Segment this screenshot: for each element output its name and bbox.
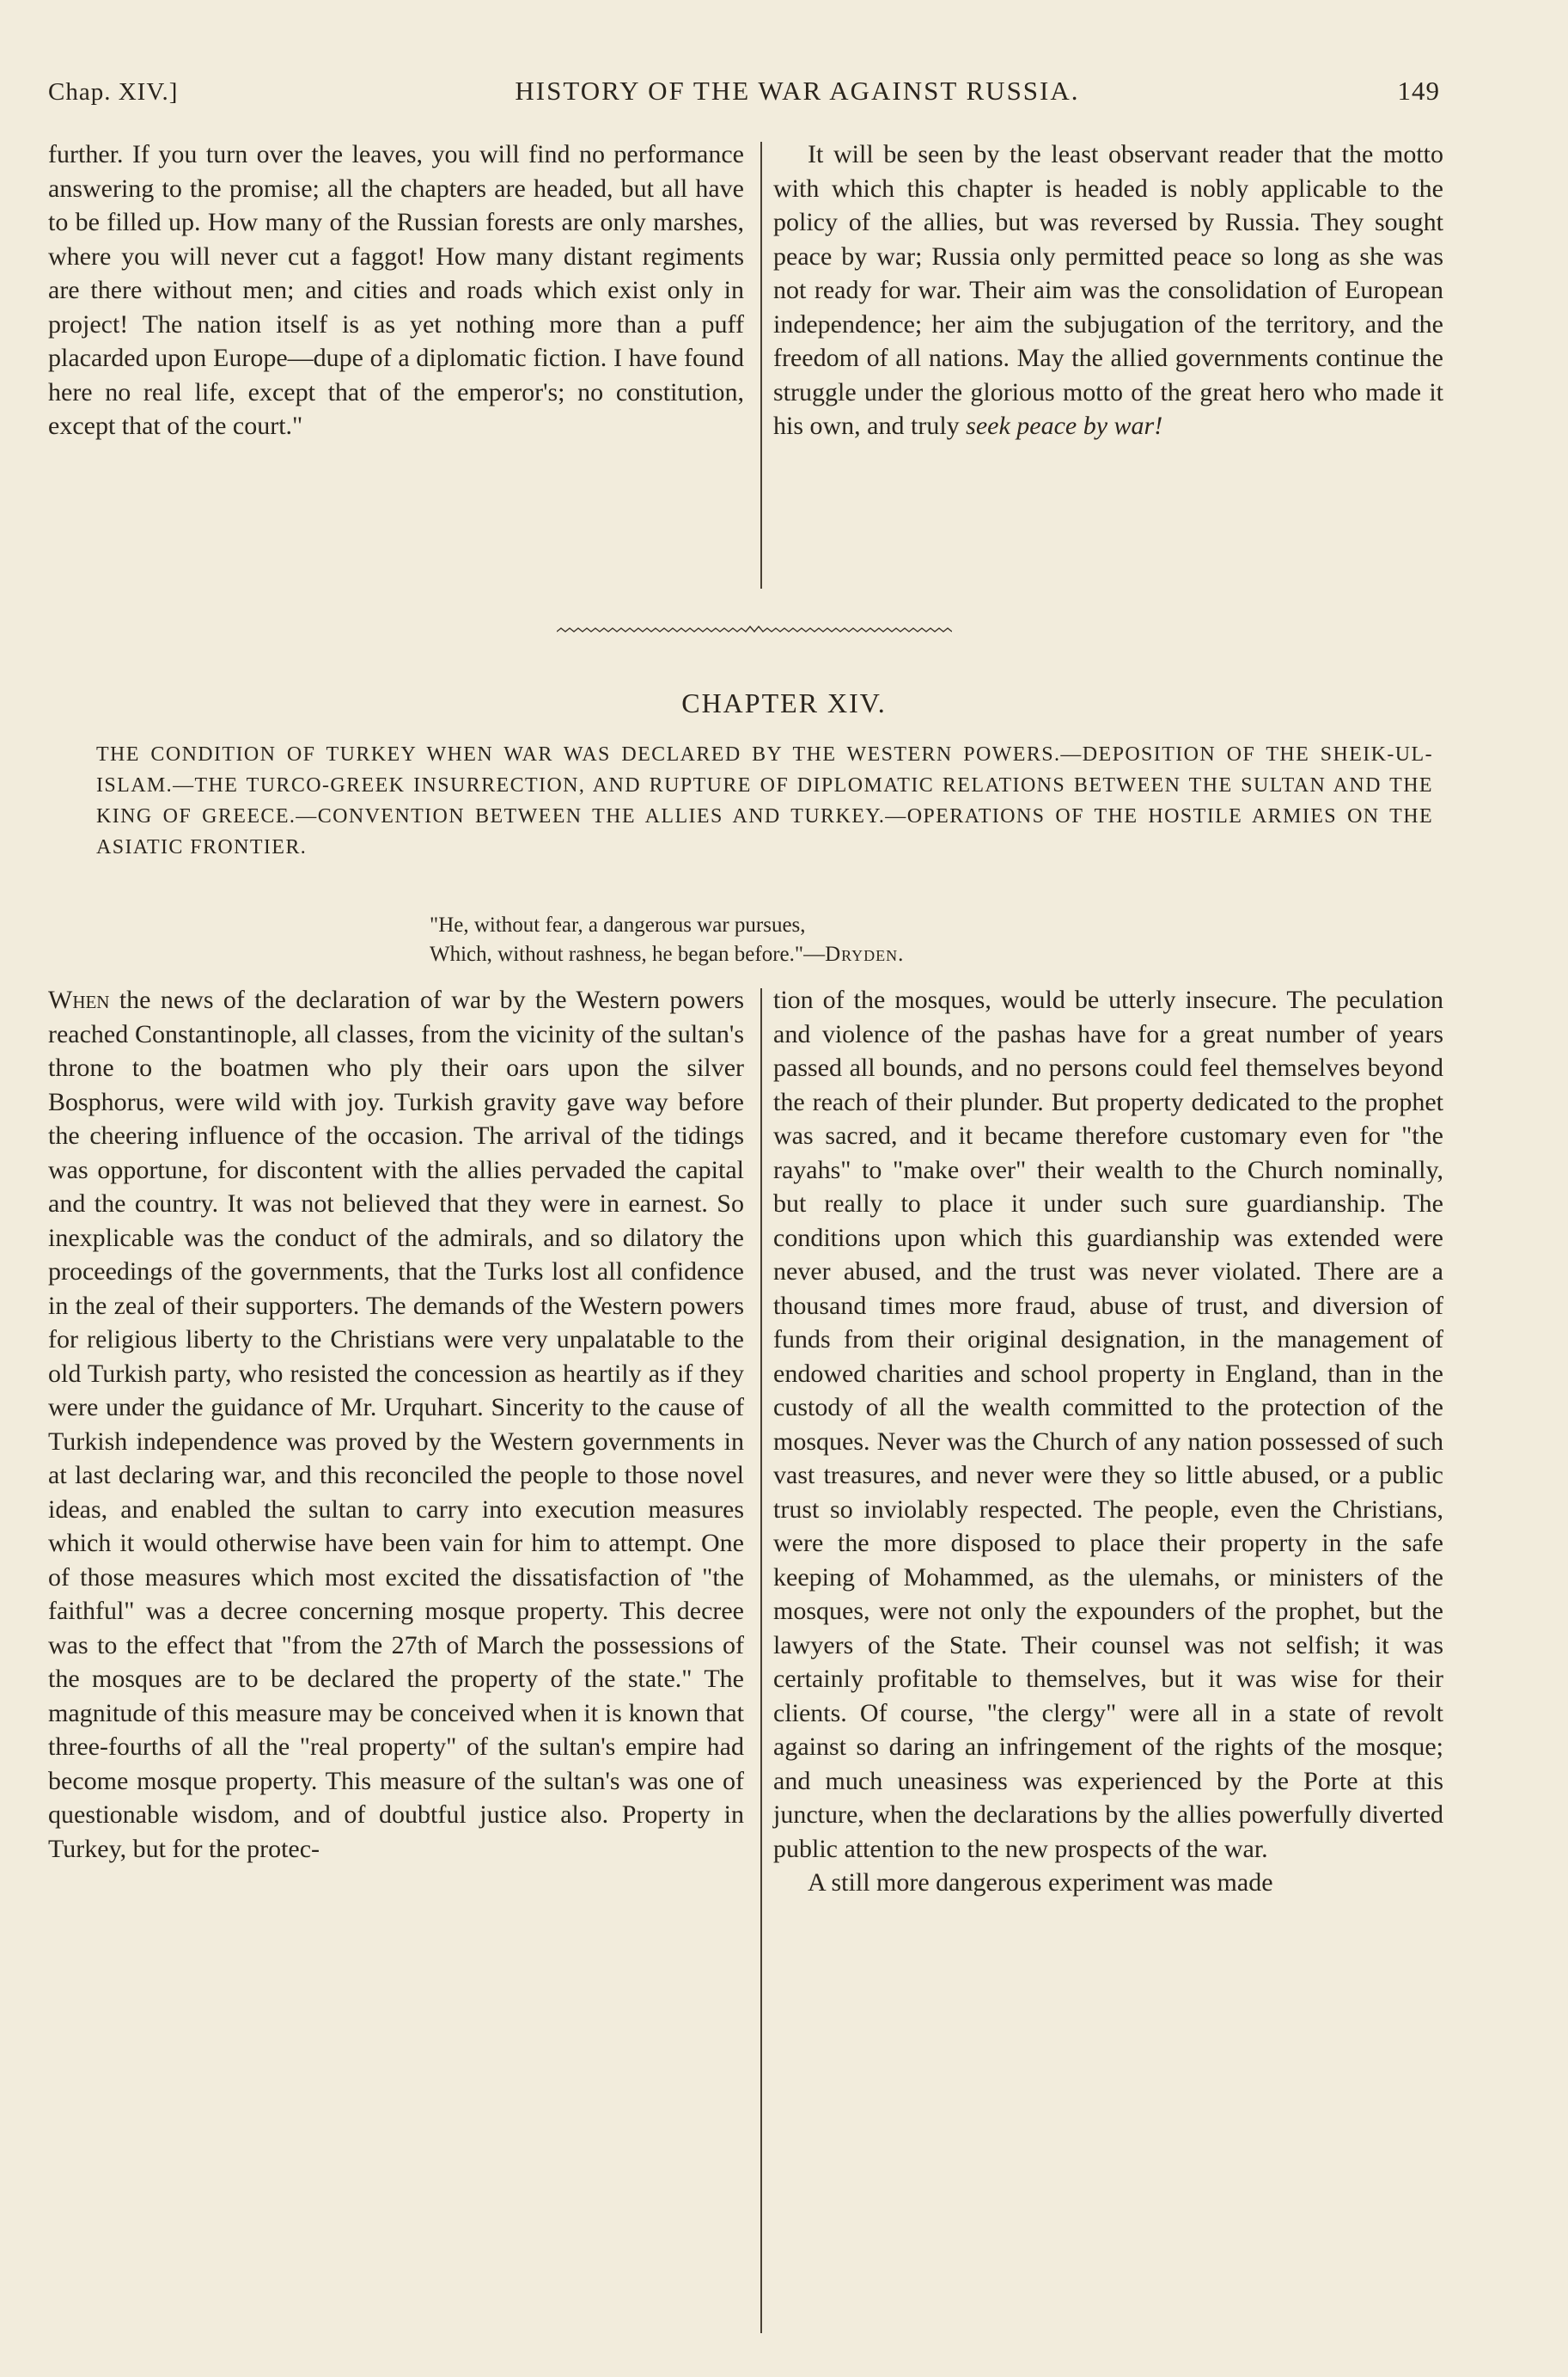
- top-right-paragraph: It will be seen by the least observant reader that the motto with which this chapter is headed is nobly applicable to the policy of the allies, but was reversed by Russia. They sought peace by war; Russia only permitted peace so long as she was not ready for war. Their aim was the consolidation of European independence; her aim the subjugation of the territory, and the freedom of all nations. May the allied governments continue the struggle under the glorious motto of the great hero who made it his own, and truly: [773, 140, 1443, 440]
- epigraph-line-2: Which, without rashness, he began before."—: [430, 943, 826, 966]
- chapter-synopsis: THE CONDITION OF TURKEY WHEN WAR WAS DECLARED BY THE WESTERN POWERS.—DEPOSITION OF THE SHEIK-UL-ISLAM.—THE TURCO-GREEK INSURRECTION, AND RUPTURE OF DIPLOMATIC RELATIONS BETWEEN THE SULTAN AND THE KING OF GREECE.—CONVENTION BETWEEN THE ALLIES AND TURKEY.—OPERATIONS OF THE HOSTILE ARMIES ON THE ASIATIC FRONTIER.: [96, 743, 1433, 859]
- epigraph-line-1: "He, without fear, a dangerous war pursues,: [430, 914, 806, 937]
- body-text-section: [48, 983, 1443, 2341]
- chapter-heading: CHAPTER XIV.: [681, 687, 887, 718]
- top-text-section: [48, 137, 1443, 610]
- top-left-paragraph: further. If you turn over the leaves, you will find no performance answering to the promise; all the chapters are headed, but all have to be filled up. How many of the Russian forests are only marshes, where you will never cut a faggot! How many distant regiments are there without men; and cities and roads which exist only in project! The nation itself is as yet nothing more than a puff placarded upon Europe—dupe of a diplomatic fiction. I have found here no real life, except that of the emperor's; no constitution, except that of the court.": [48, 140, 744, 440]
- body-right-column: [773, 983, 1443, 2341]
- running-head: [48, 76, 1440, 112]
- body-left-column: [48, 983, 744, 2341]
- page-number: 149: [1397, 76, 1440, 106]
- epigraph-line-2-wrap: [430, 940, 1203, 969]
- top-left-column: [48, 137, 744, 584]
- top-right-column: [773, 137, 1443, 584]
- chapter-tag: Chap. XIV.]: [48, 78, 179, 106]
- column-divider-top: [760, 142, 762, 589]
- ornamental-rule: [557, 624, 952, 639]
- body-right-paragraph: tion of the mosques, would be utterly insecure. The peculation and violence of the pashas have for a great number of years passed all bounds, and no persons could feel themselves beyond the reach of their plunder. But property dedicated to the prophet was sacred, and it became therefore customary even for "the rayahs" to "make over" their wealth to the Church nominally, but really to place it under such sure guardianship. The conditions upon which this guardianship was extended were never abused, and the trust was never violated. There are a thousand times more fraud, abuse of trust, and diversion of funds from their original designation, in the management of endowed charities and school property in England, than in the custody of all the wealth committed to the protection of the mosques. Never was the Church of any nation possessed of such vast treasures, and never were they so little abused, or a public trust so inviolably respected. The people, even the Christians, were the more disposed to place their property in the safe keeping of Mohammed, as the ulemahs, or ministers of the mosques, were not only the expounders of the prophet, but the lawyers of the State. Their counsel was not selfish; it was certainly profitable to themselves, but it was wise for their clients. Of course, "the clergy" were all in a state of revolt against so daring an infringement of the rights of the mosque; and much uneasiness was experienced by the Porte at this juncture, when the declarations by the allies powerfully diverted public attention to the new prospects of the war.: [773, 986, 1443, 1863]
- book-title: HISTORY OF THE WAR AGAINST RUSSIA.: [515, 76, 1080, 106]
- body-left-paragraph: the news of the declaration of war by the Western powers reached Constantinople, all classes, from the vicinity of the sultan's throne to the boatmen who ply their oars upon the silver Bosphorus, were wild with joy. Turkish gravity gave way before the cheering influence of the occasion. The arrival of the tidings was opportune, for discontent with the allies pervaded the capital and the country. It was not believed that they were in earnest. So inexplicable was the conduct of the admirals, and so dilatory the proceedings of the governments, that the Turks lost all confidence in the zeal of their supporters. The demands of the Western powers for religious liberty to the Christians were very unpalatable to the old Turkish party, who resisted the concession as heartily as if they were under the guidance of Mr. Urquhart. Sincerity to the cause of Turkish independence was proved by the Western governments in at last declaring war, and this reconciled the people to those novel ideas, and enabled the sultan to carry into execution measures which it would otherwise have been vain for him to attempt. One of those measures which most excited the dissatisfaction of "the faithful" was a decree concerning mosque property. This decree was to the effect that "from the 27th of March the possessions of the mosques are to be declared the property of the state." The magnitude of this measure may be conceived when it is known that three-fourths of all the "real property" of the sultan's empire had become mosque property. This measure of the sultan's was one of questionable wisdom, and of doubtful justice also. Property in Turkey, but for the protec-: [48, 986, 744, 1863]
- epigraph-attribution: Dryden.: [825, 943, 905, 966]
- column-divider-body: [760, 988, 762, 2333]
- epigraph: [430, 911, 1203, 969]
- opening-word: When: [48, 986, 110, 1014]
- motto-emphasis: seek peace by war!: [966, 412, 1163, 440]
- body-right-next-paragraph: A still more dangerous experiment was made: [808, 1868, 1273, 1897]
